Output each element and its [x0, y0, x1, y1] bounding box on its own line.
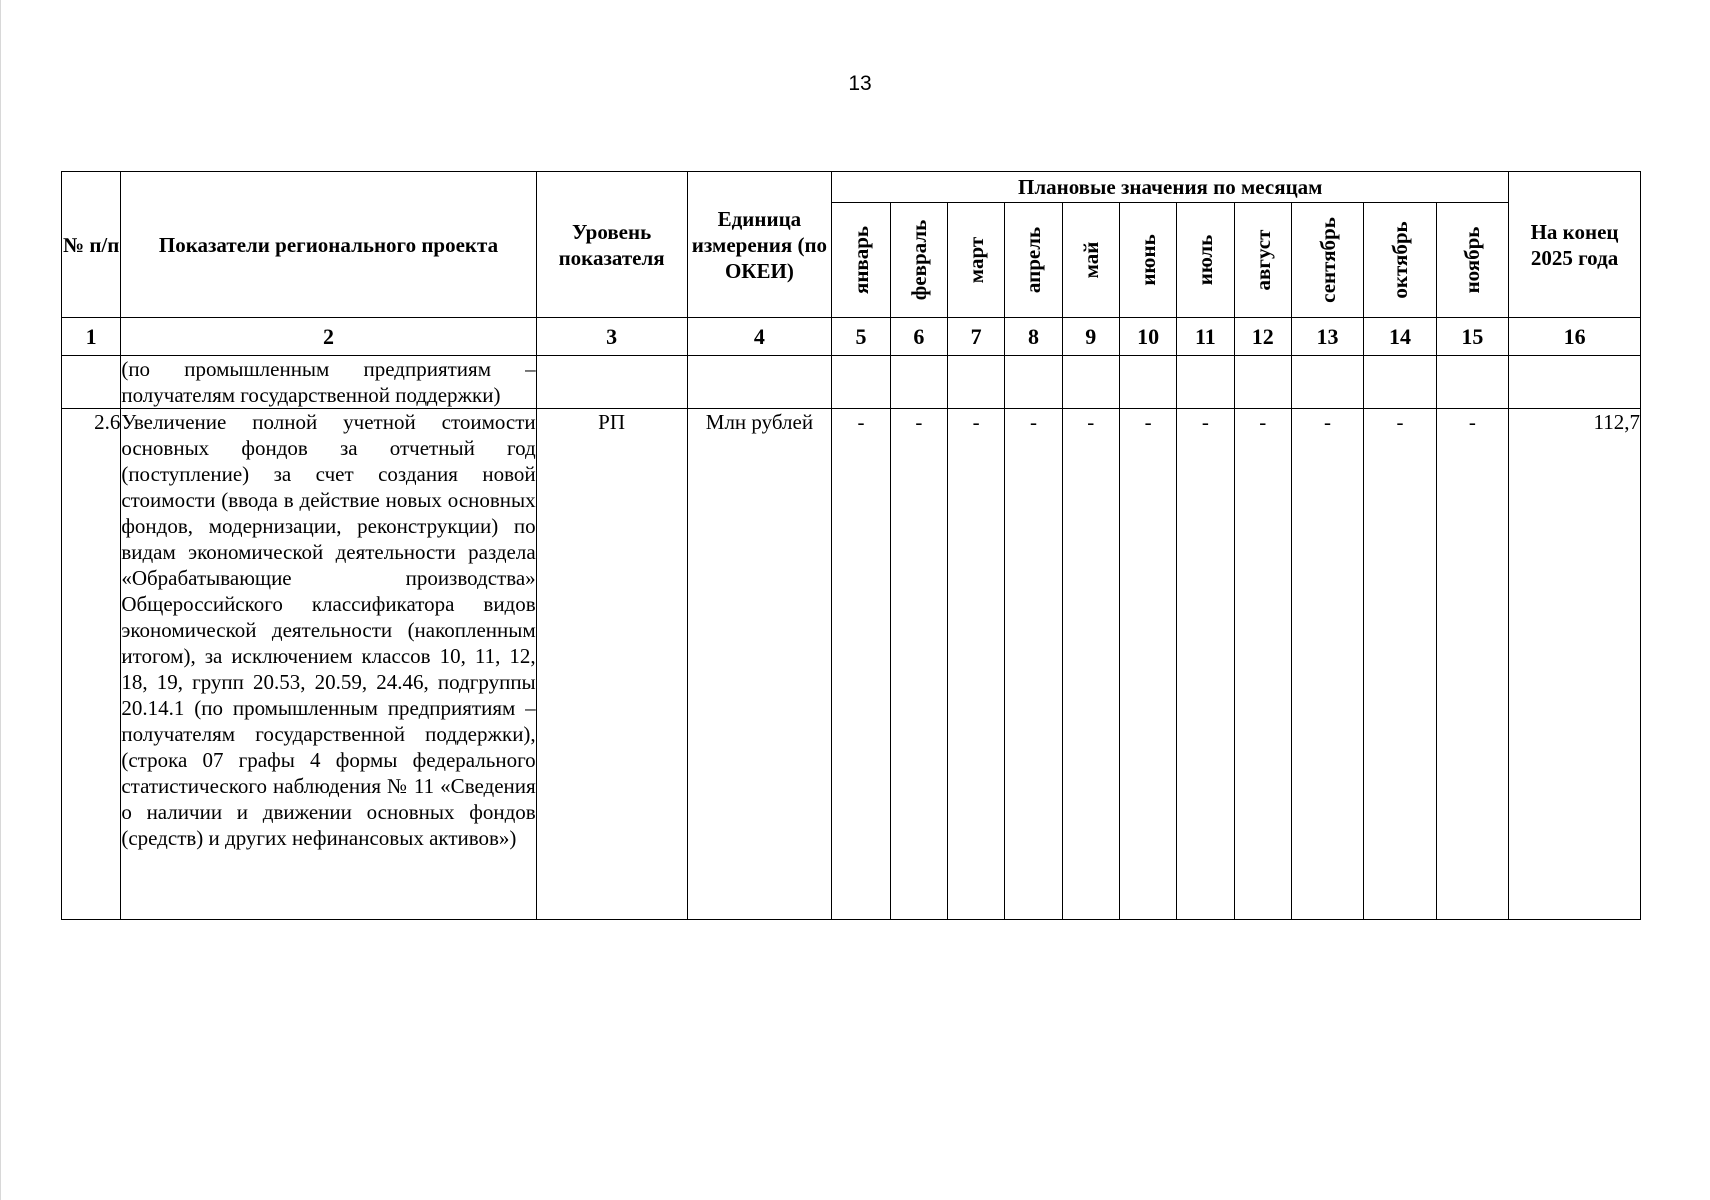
header-month-jul: июль: [1177, 203, 1234, 318]
row-month-cell: -: [1177, 409, 1234, 920]
row-unit-cell: Млн рублей: [687, 409, 832, 920]
header-level: Уровень показателя: [536, 172, 687, 318]
row-month-cell: [947, 356, 1004, 409]
column-number: 13: [1291, 318, 1363, 356]
column-number: 8: [1005, 318, 1062, 356]
column-number: 4: [687, 318, 832, 356]
row-month-cell: [1436, 356, 1508, 409]
row-month-cell: -: [1062, 409, 1119, 920]
header-indicator: Показатели регионального проекта: [121, 172, 536, 318]
column-number: 14: [1364, 318, 1436, 356]
header-monthly-group: Плановые значения по месяцам: [832, 172, 1509, 203]
row-level-cell: [536, 356, 687, 409]
column-number: 10: [1119, 318, 1176, 356]
header-unit: Единица измерения (по ОКЕИ): [687, 172, 832, 318]
header-num: № п/п: [62, 172, 121, 318]
row-month-cell: [1062, 356, 1119, 409]
row-year-end-cell: [1509, 356, 1641, 409]
column-number: 2: [121, 318, 536, 356]
header-month-apr: апрель: [1005, 203, 1062, 318]
header-month-oct: октябрь: [1364, 203, 1436, 318]
row-month-cell: [1177, 356, 1234, 409]
header-row-1: [62, 172, 1641, 203]
row-month-cell: -: [1436, 409, 1508, 920]
row-month-cell: -: [890, 409, 947, 920]
row-month-cell: [890, 356, 947, 409]
header-month-may: май: [1062, 203, 1119, 318]
row-year-end-cell: 112,7: [1509, 409, 1641, 920]
table-row-2-6: [62, 409, 1641, 920]
header-month-nov: ноябрь: [1436, 203, 1508, 318]
header-month-mar: март: [947, 203, 1004, 318]
row-month-cell: -: [1291, 409, 1363, 920]
column-number: 9: [1062, 318, 1119, 356]
row-month-cell: -: [1234, 409, 1291, 920]
column-number: 3: [536, 318, 687, 356]
row-month-cell: [832, 356, 890, 409]
row-indicator-cell: (по промышленным предприятиям – получателям государственной поддержки): [121, 357, 536, 407]
regional-project-indicators-table: [61, 171, 1641, 920]
row-num-cell: 2.6: [62, 409, 121, 920]
column-number: 15: [1436, 318, 1508, 356]
column-number: 6: [890, 318, 947, 356]
column-number: 1: [62, 318, 121, 356]
table-row-continuation: [62, 356, 1641, 409]
row-month-cell: [1005, 356, 1062, 409]
row-month-cell: -: [1005, 409, 1062, 920]
column-number: 11: [1177, 318, 1234, 356]
page-edge-line: [0, 0, 1, 1200]
row-unit-cell: [687, 356, 832, 409]
column-number: 16: [1509, 318, 1641, 356]
header-month-sep: сентябрь: [1291, 203, 1363, 318]
header-month-jan: январь: [832, 203, 890, 318]
row-month-cell: [1119, 356, 1176, 409]
row-month-cell: [1364, 356, 1436, 409]
row-month-cell: -: [1119, 409, 1176, 920]
row-month-cell: -: [832, 409, 890, 920]
row-month-cell: -: [947, 409, 1004, 920]
row-month-cell: [1291, 356, 1363, 409]
column-number-row: [62, 318, 1641, 356]
column-number: 5: [832, 318, 890, 356]
row-level-cell: РП: [536, 409, 687, 920]
page-number: 13: [848, 72, 872, 95]
column-number: 7: [947, 318, 1004, 356]
header-month-feb: февраль: [890, 203, 947, 318]
row-month-cell: -: [1364, 409, 1436, 920]
row-indicator-cell: Увеличение полной учетной стоимости основных фондов за отчетный год (поступление) за счет создания новой стоимости (ввода в действие новых основных фондов, модернизации, реконструкции) по видам экономической деятельности раздела «Обрабатывающие производства» Общероссийского классификатора видов экономической деятельности (накопленным итогом), за исключением классов 10, 11, 12, 18, 19, групп 20.53, 20.59, 24.46, подгруппы 20.14.1 (по промышленным предприятиям – получателям государственной поддержки), (строка 07 графы 4 формы федерального статистического наблюдения № 11 «Сведения о наличии и движении основных фондов (средств) и других нефинансовых активов»): [121, 409, 536, 920]
header-month-aug: август: [1234, 203, 1291, 318]
row-num-cell: [62, 356, 121, 409]
column-number: 12: [1234, 318, 1291, 356]
header-month-jun: июнь: [1119, 203, 1176, 318]
row-month-cell: [1234, 356, 1291, 409]
header-year-end: На конец 2025 года: [1509, 172, 1641, 318]
